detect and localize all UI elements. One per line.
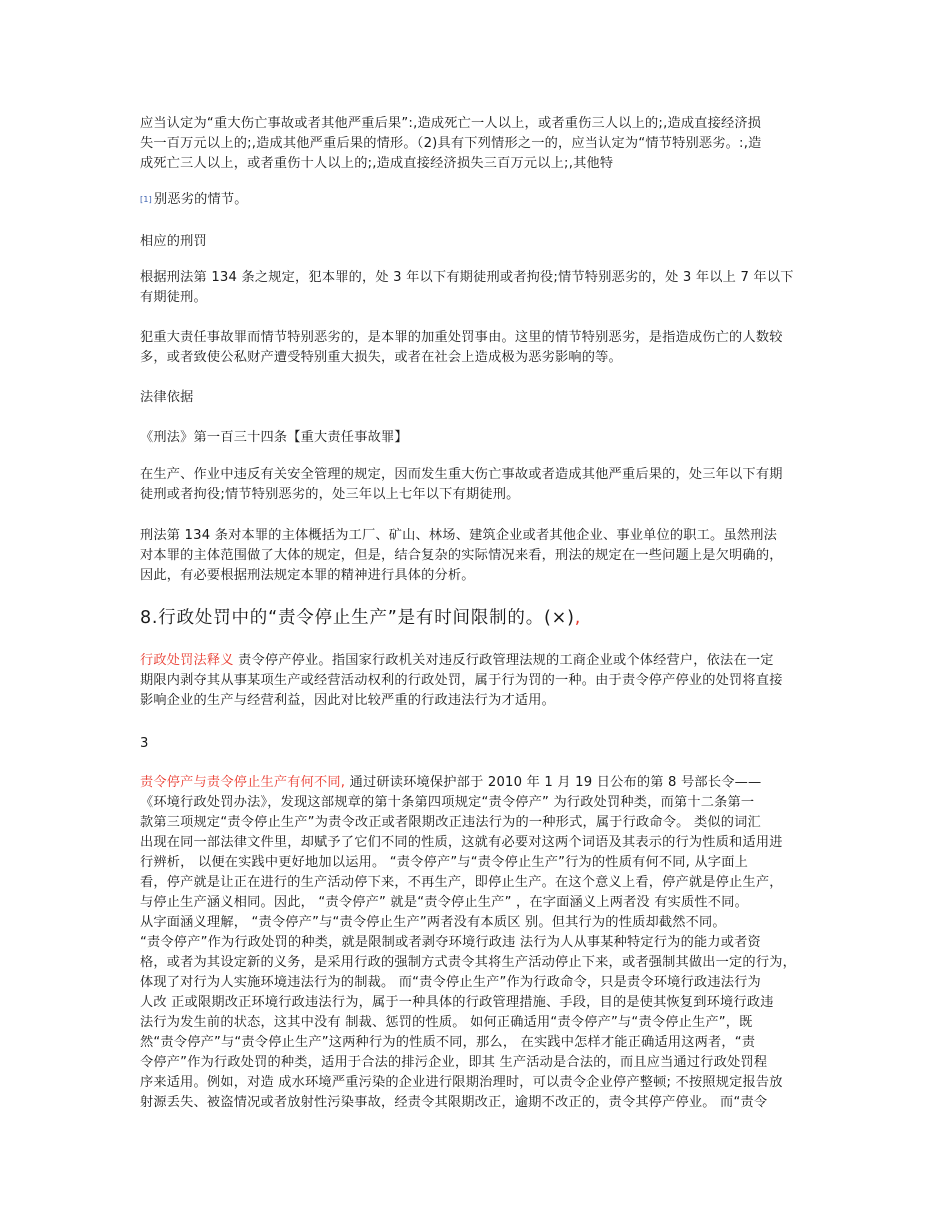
- text-line: 成死亡三人以上，或者重伤十人以上的;,造成直接经济损失三百万元以上;,其他特: [140, 156, 614, 171]
- text-line: 刑法第 134 条对本罪的主体概括为工厂、矿山、林场、建筑企业或者其他企业、事业单位的职工。虽然刑法: [140, 528, 777, 543]
- paragraph-comparison: 责令停产与责令停止生产有何不同, 通过研读环境保护部于 2010 年 1 月 19 日公布的第 8 号部长令—— 《环境行政处罚办法》，发现这部规章的第十条第四项规定“责令停产” 为行政处罚种类，而第十二条第一 款第三项规定“责令停止生产”为责令改正或者限期改正违法行为的一种形式，属于行政命令。 类似的词汇 出现在同一部法律文件里，却赋予了它们不同的性质，这就有必要对这两个词语及其表示的行为性质和适用进 行辨析， 以便在实践中更好地加以运用。 “责令停产”与“责令停止生产”行为的性质有何不同, 从字面上 看，停产就是让正在进行的生产活动停下来，不再生产，即停止生产。在这个意义上看，停产就是停止生产， 与停止生产涵义相同。因此， “责令停产” 就是“责令停止生产” ，在字面涵义上两者没 有实质性不同。 从字面涵义理解， “责令停产”与“责令停止生产”两者没有本质区 别。但其行为的性质却截然不同。 “责令停产”作为行政处罚的种类，就是限制或者剥夺环境行政违 法行为人从事某种特定行为的能力或者资 格，或者为其设定新的义务，是采用行政的强制方式责令其将生产活动停止下来，或者强制其做出一定的行为， 体现了对行为人实施环境违法行为的制裁。 而“责令停止生产”作为行政命令，只是责令环境行政违法行为 人改 正或限期改正环境行政违法行为，属于一种具体的行政管理措施、手段，目的是使其恢复到环境行政违 法行为发生前的状态，这其中没有 制裁、惩罚的性质。 如何正确适用“责令停产”与“责令停止生产”，既 然“责令停产”与“责令停止生产”这两种行为的性质不同，那么， 在实践中怎样才能正确适用这两者，“责 令停产”作为行政处罚的种类，适用于合法的排污企业，即其 生产活动是合法的，而且应当通过行政处罚程 序来适用。例如，对造 成水环境严重污染的企业进行限期治理时，可以责令企业停产整顿; 不按照规定报告放 射源丢失、被盗情况或者放射性污染事故，经责令其限期改正，逾期不改正的，责令其停产停业。 而“责令: [140, 773, 830, 1113]
- footnote-marker[interactable]: [1]: [140, 195, 152, 204]
- text-line: 多，或者致使公私财产遭受特别重大损失，或者在社会上造成极为恶劣影响的等。: [140, 350, 622, 365]
- paragraph-aggravating: [140, 328, 830, 368]
- comparison-label: 责令停产与责令停止生产有何不同,: [140, 775, 346, 790]
- text-line: 行辨析， 以便在实践中更好地加以运用。 “责令停产”与“责令停止生产”行为的性质有何不同, 从字面上: [140, 855, 748, 870]
- heading-text: 8.行政处罚中的“责令停止生产”是有时间限制的。(×): [140, 608, 575, 628]
- question-heading: [140, 606, 581, 630]
- text-line: 根据刑法第 134 条之规定，犯本罪的，处 3 年以下有期徒刑或者拘役;情节特别恶劣的，处 3 年以上 7 年以下: [140, 270, 794, 285]
- text-line: 因此，有必要根据刑法规定本罪的精神进行具体的分析。: [140, 568, 475, 583]
- text-line: 对本罪的主体范围做了大体的规定，但是，结合复杂的实际情况来看，刑法的规定在一些问题上是欠明确的，: [140, 548, 783, 563]
- paragraph-serious-consequences: [140, 114, 830, 174]
- text-line: 令停产”作为行政处罚的种类，适用于合法的排污企业，即其 生产活动是合法的，而且应当通过行政处罚程: [140, 1055, 768, 1070]
- section-label-penalty: 相应的刑罚: [140, 234, 207, 249]
- text-line: 射源丢失、被盗情况或者放射性污染事故，经责令其限期改正，逾期不改正的，责令其停产停业。 而“责令: [140, 1095, 768, 1110]
- interpretation-label: 行政处罚法释义: [140, 653, 234, 668]
- text-line: 与停止生产涵义相同。因此， “责令停产” 就是“责令停止生产” ，在字面涵义上两者没 有实质性不同。: [140, 895, 748, 910]
- text-line: 法行为发生前的状态，这其中没有 制裁、惩罚的性质。 如何正确适用“责令停产”与“责令停止生产”，既: [140, 1015, 753, 1030]
- text-line: 有期徒刑。: [140, 290, 207, 305]
- paragraph-subject: [140, 526, 830, 586]
- text-line: 然“责令停产”与“责令停止生产”这两种行为的性质不同，那么， 在实践中怎样才能正确适用这两者，“责: [140, 1035, 756, 1050]
- text-line: 人改 正或限期改正环境行政违法行为，属于一种具体的行政管理措施、手段，目的是使其恢复到环境行政违: [140, 995, 774, 1010]
- text-line: 看，停产就是让正在进行的生产活动停下来，不再生产，即停止生产。在这个意义上看，停产就是停止生产，: [140, 875, 783, 890]
- text-line: “责令停产”作为行政处罚的种类，就是限制或者剥夺环境行政违 法行为人从事某种特定行为的能力或者资: [140, 935, 761, 950]
- statute-title: 《刑法》第一百三十四条【重大责任事故罪】: [140, 430, 408, 445]
- heading-comma: ,: [574, 608, 582, 628]
- text-line: 徒刑或者拘役;情节特别恶劣的，处三年以上七年以下有期徒刑。: [140, 487, 520, 502]
- paragraph-interpretation: 行政处罚法释义 责令停产停业。指国家行政机关对违反行政管理法规的工商企业或个体经营户，依法在一定 期限内剥夺其从事某项生产或经营活动权利的行政处罚，属于行为罚的一种。由于责令停产停业的处罚将直接 影响企业的生产与经营利益，因此对比较严重的行政违法行为才适用。: [140, 651, 830, 711]
- text-line: 在生产、作业中违反有关安全管理的规定，因而发生重大伤亡事故或者造成其他严重后果的，处三年以下有期: [140, 467, 783, 482]
- paragraph-penalty: [140, 268, 830, 308]
- text-line: 期限内剥夺其从事某项生产或经营活动权利的行政处罚，属于行为罚的一种。由于责令停产停业的处罚将直接: [140, 673, 783, 688]
- paragraph-statute: [140, 465, 830, 505]
- text-line: 出现在同一部法律文件里，却赋予了它们不同的性质，这就有必要对这两个词语及其表示的行为性质和适用进: [140, 835, 783, 850]
- text-line: 序来适用。例如，对造 成水环境严重污染的企业进行限期治理时，可以责令企业停产整顿; 不按照规定报告放: [140, 1075, 783, 1090]
- item-number: 3: [140, 736, 149, 751]
- text-line: 格，或者为其设定新的义务，是采用行政的强制方式责令其将生产活动停止下来，或者强制其做出一定的行为，: [140, 955, 796, 970]
- paragraph-continuation: [140, 190, 830, 210]
- text-line: 体现了对行为人实施环境违法行为的制裁。 而“责令停止生产”作为行政命令，只是责令环境行政违法行为: [140, 975, 761, 990]
- text-line: 失一百万元以上的;,造成其他严重后果的情形。（2)具有下列情形之一的，应当认定为“情节特别恶劣。:,造: [140, 136, 762, 151]
- text-line: 款第三项规定“责令停止生产”为责令改正或者限期改正违法行为的一种形式，属于行政命令。 类似的词汇: [140, 815, 761, 830]
- text-line: 犯重大责任事故罪而情节特别恶劣的，是本罪的加重处罚事由。这里的情节特别恶劣，是指造成伤亡的人数较: [140, 330, 783, 345]
- text-line: 从字面涵义理解， “责令停产”与“责令停止生产”两者没有本质区 别。但其行为的性质却截然不同。: [140, 915, 726, 930]
- text-line: 别恶劣的情节。: [153, 192, 248, 207]
- text-line: 影响企业的生产与经营利益，因此对比较严重的行政违法行为才适用。: [140, 693, 556, 708]
- text-line: 应当认定为“重大伤亡事故或者其他严重后果”:,造成死亡一人以上，或者重伤三人以上的;,造成直接经济损: [140, 116, 762, 131]
- section-label-legal-basis: 法律依据: [140, 390, 194, 405]
- text-line: 《环境行政处罚办法》，发现这部规章的第十条第四项规定“责令停产” 为行政处罚种类，而第十二条第一: [140, 795, 755, 810]
